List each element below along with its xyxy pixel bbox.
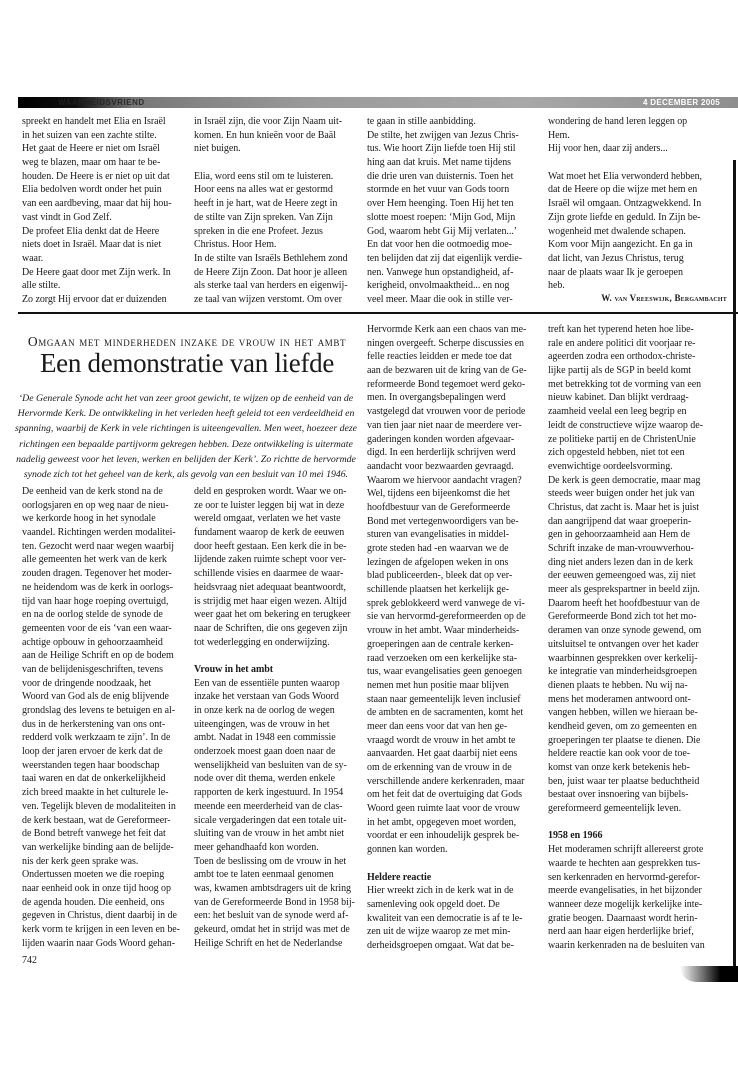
text-line: Woord van God als de enig blijvende bbox=[22, 691, 169, 703]
text-line: niet buigen. bbox=[194, 143, 241, 155]
text-line: God, waarom hebt Gij Mij verlaten...’ bbox=[367, 225, 518, 237]
text-line: zouden dragen. Tegenover het moder- bbox=[22, 568, 172, 580]
text-line: heeft in je hart, wat de Heere zegt in bbox=[194, 198, 338, 210]
intro-line: richtingen een bepaalde partijvorm gekregen hebben. Deze ontwikkeling is uitermate bbox=[19, 438, 353, 450]
text-line: Christus. Hoor Hem. bbox=[194, 239, 277, 251]
text-line: onderzoek moest gaan doen naar de bbox=[194, 746, 336, 758]
text-line: aanvaarden. Het gaat daarbij niet eens bbox=[367, 748, 518, 760]
text-line: Daarom heeft het hoofdbestuur van de bbox=[548, 597, 700, 609]
text-line: ben, juist waar ter plaatse beduchtheid bbox=[548, 775, 700, 787]
text-line: ven. Tegelijk bleven de modaliteiten in bbox=[22, 800, 176, 812]
text-line: dus in de herkerstening van ons ont- bbox=[22, 718, 166, 730]
text-line: weg te blazen, maar om haar te be- bbox=[22, 157, 161, 169]
text-line: ambt. Nadat in 1948 een commissie bbox=[194, 732, 336, 744]
text-line: alle gemeenten het werk van de kerk bbox=[22, 554, 167, 566]
text-line: wondering de hand leren leggen op bbox=[548, 116, 688, 127]
text-line: steeds weer buigen onder het juk van bbox=[548, 488, 695, 500]
text-line: grondslag des levens te betuigen en al- bbox=[22, 705, 176, 716]
text-line: nerd aan haar eigen herderlijke brief, bbox=[548, 926, 694, 938]
text-line: gaderingen konden worden afgevaar- bbox=[367, 433, 515, 445]
text-line: is strijdig met haar eigen wezen. Altijd bbox=[194, 595, 347, 607]
body-column-1 bbox=[22, 485, 194, 950]
text-line: dan aangrijpend dat waar groeperin- bbox=[548, 515, 692, 527]
publication-name: WAARHEIDSVRIEND bbox=[58, 98, 145, 107]
text-line: ze taal van wijzen verstomt. Om over bbox=[194, 293, 342, 305]
text-line: met betrekking tot de vorming van een bbox=[548, 378, 702, 390]
text-line: vrouw in het ambt. Waar minderheids- bbox=[367, 625, 520, 637]
text-line: kendheid geven, om zo gemeenten en bbox=[548, 720, 697, 732]
text-line: tus, waar evangelisaties geen genoegen bbox=[367, 666, 522, 678]
intro-line: nadelig geweest voor het leven, werken en belijden der Kerk’. Zo richtte de hervormde bbox=[16, 453, 356, 465]
text-line: zich opgesteld hebben, niet tot een bbox=[548, 447, 685, 459]
text-line: kwaliteit van een democratie is af te le- bbox=[367, 912, 523, 924]
text-line: hoofdbestuur van de Gereformeerde bbox=[367, 501, 511, 513]
text-line: komen. En hun knieën voor de Baäl bbox=[194, 129, 336, 141]
text-line: sen kerkenraden en hervormd-gerefor- bbox=[548, 871, 701, 883]
text-line: aandacht voor bezwaarden gevraagd. bbox=[367, 460, 514, 472]
top-column-1 bbox=[22, 115, 194, 307]
text-line: mens het moderamen antwoord ont- bbox=[548, 693, 691, 705]
text-line: Hoor eens na alles wat er gestormd bbox=[194, 184, 333, 196]
text-line: Bond met vertegenwoordigers van be- bbox=[367, 515, 519, 527]
text-line: dat licht, van Jezus Christus, terug bbox=[548, 252, 684, 264]
text-line: De Heere gaat door met Zijn werk. In bbox=[22, 266, 171, 278]
text-line: we kerkorde hoog in het synodale bbox=[22, 513, 156, 525]
text-line: De profeet Elia denkt dat de Heere bbox=[22, 225, 160, 237]
page-number: 742 bbox=[22, 955, 37, 966]
body-column-4 bbox=[548, 323, 720, 953]
text-line: tus. Wie hoort Zijn liefde toen Hij stil bbox=[367, 143, 516, 155]
text-line: heidsvraag niet adequaat beantwoordt, bbox=[194, 581, 346, 593]
paragraph-gap bbox=[548, 156, 720, 170]
text-line: nen. Vanwege hun opstandigheid, af- bbox=[367, 266, 514, 278]
text-line: tot wederlegging en onderwijzing. bbox=[194, 636, 330, 648]
text-line: Hervormde Kerk aan een chaos van me- bbox=[367, 324, 527, 335]
scan-edge-blob bbox=[680, 966, 738, 982]
text-line: zen uit de wijze waarop ze met min- bbox=[367, 926, 511, 938]
text-line: schillende visies en daarmee de waar- bbox=[194, 568, 344, 580]
scan-edge-shadow bbox=[733, 160, 736, 980]
text-line: van tien jaar niet naar de meerdere ver- bbox=[367, 419, 522, 431]
text-line: slotte moest roepen: ‘Mijn God, Mijn bbox=[367, 211, 516, 223]
article-intro bbox=[8, 391, 364, 482]
intro-line: ‘De Generale Synode acht het van zeer groot gewicht, te wijzen op de eenheid van de bbox=[18, 393, 354, 404]
body-column-3 bbox=[367, 323, 539, 953]
text-line: groeperingen aan de centrale kerken- bbox=[367, 638, 514, 650]
text-line: uitsluitsel te ontvangen over het kader bbox=[548, 638, 699, 650]
paragraph-gap bbox=[548, 816, 720, 830]
text-line: voordat er een inhoudelijk gesprek be- bbox=[367, 830, 520, 842]
text-line: reformeerde Bond tegemoet werd geko- bbox=[367, 378, 526, 390]
text-line: nemen met hun positie maar blijven bbox=[367, 679, 509, 691]
text-line: de Bond betreft vanwege het feit dat bbox=[22, 828, 166, 840]
author-signature: W. van Vreeswijk, Bergambacht bbox=[601, 293, 727, 303]
subheading: Heldere reactie bbox=[367, 871, 432, 883]
text-line: dat de Heere op die wijze met hem en bbox=[548, 184, 698, 196]
text-line: gonnen kan worden. bbox=[367, 844, 448, 856]
text-line: staan naar gemeentelijk leven inclusief bbox=[367, 693, 521, 705]
text-line: de stilte van Zijn spreken. Van Zijn bbox=[194, 211, 333, 223]
text-line: bestaat over insnoering van bijbels- bbox=[548, 789, 689, 801]
text-line: schillende plaatsen het kerkelijk ge- bbox=[367, 584, 509, 596]
intro-line: Hervormde Kerk. De ontwikkeling in het verleden heeft geleid tot een verdeeldheid en bbox=[17, 408, 355, 420]
top-column-4 bbox=[548, 115, 720, 293]
text-line: gegeven in Christus, dient daarbij in de bbox=[22, 910, 177, 922]
text-line: Waarom we hiervoor aandacht vragen? bbox=[367, 474, 522, 486]
text-line: leidt de constructieve wijze waarop de- bbox=[548, 419, 703, 431]
text-line: sprek geblokkeerd werd vanwege de vi- bbox=[367, 597, 525, 609]
text-line: meer dan eens voor dat van hen ge- bbox=[367, 720, 508, 732]
text-line: raad verzoeken om een kerkelijke sta- bbox=[367, 652, 518, 664]
text-line: vangen hebben, willen we hieraan be- bbox=[548, 707, 698, 719]
text-line: Hem. bbox=[548, 129, 570, 141]
subheading: Vrouw in het ambt bbox=[194, 663, 274, 675]
text-line: De eenheid van de kerk stond na de bbox=[22, 486, 163, 497]
text-line: der eeuwen gemeengoed was, zij niet bbox=[548, 570, 696, 582]
text-line: die drie uren van duisternis. Toen het bbox=[367, 170, 514, 182]
text-line: ten belijden dat zij dat eigenlijk verdie- bbox=[367, 252, 523, 264]
text-line: Schrift inzake de man-vrouwverhou- bbox=[548, 543, 694, 554]
text-line: om de erkenning van de vrouw in de bbox=[367, 762, 512, 773]
text-line: inzake het verstaan van Gods Woord bbox=[194, 691, 339, 703]
text-line: blad publiceerden-, bleek dat op ver- bbox=[367, 570, 513, 582]
text-line: naar eenheid ook in onze tijd hoog op bbox=[22, 882, 171, 894]
text-line: meende een meerderheid van de clas- bbox=[194, 800, 343, 812]
text-line: men. In overgangsbepalingen werd bbox=[367, 392, 506, 404]
text-line: kerk vorm te krijgen in een leven en be- bbox=[22, 924, 180, 935]
text-line: kerigheid, onvolmaaktheid... en nog bbox=[367, 280, 510, 292]
text-line: sie van hervormd-gereformeerden op de bbox=[367, 611, 526, 623]
text-line: Een van de essentiële punten waarop bbox=[194, 677, 340, 689]
top-column-3 bbox=[367, 115, 539, 307]
text-line: derheidsgroepen omgaat. Wat dat be- bbox=[367, 939, 514, 951]
text-line: In de stilte van Israëls Bethlehem zond bbox=[194, 252, 348, 264]
text-line: de kerk bestaan, wat de Gereformeer- bbox=[22, 814, 171, 826]
text-line: van de belijdenisgeschriften, tevens bbox=[22, 663, 163, 675]
text-line: de ambten en de sacramenten, komt het bbox=[367, 707, 524, 719]
text-line: lijdende zaken ruimte schept voor ver- bbox=[194, 554, 347, 566]
text-line: in het suizen van een zachte stilte. bbox=[22, 129, 157, 141]
text-line: meerde evangelisaties, in het bijzonder bbox=[548, 885, 702, 897]
text-line: sturen van evangelisaties in middel- bbox=[367, 529, 510, 541]
text-line: achtige opbouw in gehoorzaamheid bbox=[22, 636, 163, 648]
text-line: aan de Heilige Schrift en op de bodem bbox=[22, 650, 174, 662]
intro-line: synode zich tot het geheel van de kerk, als gevolg van een besluit van 10 mei 1946. bbox=[23, 469, 349, 481]
text-line: in onze kerk na de oorlog de wegen bbox=[194, 705, 335, 716]
text-line: de Heere Zijn Zoon. Dat hoor je alleen bbox=[194, 266, 348, 278]
paragraph-gap bbox=[194, 156, 366, 170]
text-line: over Hem heenging. Toen Hij het ten bbox=[367, 198, 514, 210]
text-line: aan de bezwaren uit de kring van de Ge- bbox=[367, 365, 527, 377]
text-line: lijden waarin naar Gods Woord gehan- bbox=[22, 937, 175, 949]
text-line: Het gaat de Heere er niet om Israël bbox=[22, 143, 160, 155]
text-line: samenleving ook opgeld doet. De bbox=[367, 898, 500, 910]
text-line: Gereformeerde Bond zich tot het mo- bbox=[548, 611, 697, 623]
text-line: deld en gesproken wordt. Waar we on- bbox=[194, 486, 347, 497]
text-line: alle stilte. bbox=[22, 280, 61, 292]
paragraph-gap bbox=[194, 649, 366, 663]
text-line: uiteengingen, was de vrouw in het bbox=[194, 718, 330, 730]
running-header-bar bbox=[18, 97, 738, 108]
text-line: houden. De Heere is er niet op uit dat bbox=[22, 170, 170, 182]
article-title: Een demonstratie van liefde bbox=[39, 348, 335, 378]
text-line: dienen plaats te hebben. Nu wij na- bbox=[548, 679, 688, 691]
text-line: ne heidendom was de kerk in oorlogs- bbox=[22, 581, 173, 593]
text-line: loop der jaren ervoer de kerk dat de bbox=[22, 746, 163, 758]
text-line: grote steden had -en waarvan we de bbox=[367, 543, 509, 554]
text-line: Zo zorgt Hij ervoor dat er duizenden bbox=[22, 293, 167, 305]
text-line: Elia, word eens stil om te luisteren. bbox=[194, 170, 334, 182]
text-line: veel meer. Maar die ook in stille ver- bbox=[367, 293, 513, 305]
text-line: nieuw kabinet. Dan blijkt verdraag- bbox=[548, 392, 689, 404]
text-line: als sterke taal van herders en eigenwij- bbox=[194, 280, 348, 292]
text-line: weer gaat het om bekering en terugkeer bbox=[194, 609, 351, 621]
text-line: stormde en het vuur van Gods toorn bbox=[367, 184, 510, 196]
body-column-2 bbox=[194, 485, 366, 950]
text-line: voor de dringende noodzaak, het bbox=[22, 677, 152, 689]
text-line: van een aardbeving, maar dat hij hou- bbox=[22, 198, 172, 210]
text-line: niets doet in Israël. Maar dat is niet bbox=[22, 239, 162, 251]
text-line: rale en andere politici dit voorjaar re- bbox=[548, 337, 696, 349]
text-line: wanneer deze mogelijk kerkelijke inte- bbox=[548, 898, 703, 910]
text-line: weerstanden tegen haar boodschap bbox=[22, 759, 160, 771]
top-column-2 bbox=[194, 115, 366, 307]
text-line: nis der kerk geen sprake was. bbox=[22, 855, 139, 867]
text-line: lijke partij als de SGP in beeld komt bbox=[548, 365, 692, 377]
text-line: lezingen de afgelopen weken in ons bbox=[367, 556, 509, 568]
text-line: Hij voor hen, daar zij anders... bbox=[548, 143, 668, 155]
text-line: wenselijkheid van besluiten van de sy- bbox=[194, 759, 347, 771]
text-line: hing aan dat kruis. Met name tijdens bbox=[367, 157, 512, 169]
text-line: een: het besluit van de synode werd af- bbox=[194, 910, 349, 922]
text-line: Israël wil omgaan. Ontzagwekkend. In bbox=[548, 198, 702, 210]
text-line: vaandel. Richtingen werden modalitei- bbox=[22, 527, 176, 539]
text-line: redderd volk werkzaam te zijn’. In de bbox=[22, 732, 171, 744]
text-line: waarbinnen gesprekken over kerkelij- bbox=[548, 652, 698, 664]
text-line: En dat voor hen die ootmoedig moe- bbox=[367, 239, 512, 251]
text-line: heldere reactie kan ook voor de toe- bbox=[548, 748, 691, 760]
text-line: gekeurd, omdat het in strijd was met de bbox=[194, 924, 350, 935]
text-line: Woord geen ruimte laat voor de vrouw bbox=[367, 803, 520, 815]
text-line: gereformeerd gemeentelijk leven. bbox=[548, 803, 682, 815]
text-line: gemeenten voor de eis ‘van een waar- bbox=[22, 622, 172, 634]
text-line: felle reacties leidden er mede toe dat bbox=[367, 351, 512, 363]
text-line: Christus, dat zacht is. Maar het is juist bbox=[548, 501, 699, 513]
text-line: ten. Gezocht werd naar wegen waarbij bbox=[22, 540, 175, 552]
text-line: rapporten de kerk ingestuurd. In 1954 bbox=[194, 787, 344, 799]
text-line: sicale vergaderingen dat een totale uit- bbox=[194, 814, 347, 826]
text-line: digd. In een herderlijk schrijven werd bbox=[367, 447, 516, 459]
article-kicker: Omgaan met minderheden inzake de vrouw in het ambt bbox=[27, 334, 347, 349]
text-line: zich breed maakte in het culturele le- bbox=[22, 787, 169, 799]
text-line: oorlogsjaren en op weg naar de nieu- bbox=[22, 499, 169, 511]
text-line: ze oor te luister leggen bij wat in deze bbox=[194, 499, 345, 511]
text-line: verschillende andere kerkenraden, maar bbox=[367, 775, 525, 787]
text-line: naar de plaats waar Ik je geroepen bbox=[548, 266, 683, 278]
text-line: node over dit thema, werden enkele bbox=[194, 773, 336, 785]
text-line: Zijn grote liefde en geduld. In Zijn be- bbox=[548, 211, 701, 223]
text-line: Elia bedolven wordt onder het puin bbox=[22, 184, 162, 196]
text-line: waarde te hechten aan gesprekken tus- bbox=[548, 857, 701, 869]
text-line: ke integratie van minderheidsgroepen bbox=[548, 666, 697, 678]
text-line: vast vindt in God Zelf. bbox=[22, 211, 112, 223]
text-line: spreekt en handelt met Elia en Israël bbox=[22, 116, 166, 127]
text-line: van werkelijke binding aan de belijde- bbox=[22, 841, 174, 853]
text-line: was, kwamen ambtsdragers uit de kring bbox=[194, 882, 351, 894]
text-line: tijd van haar hoge roeping overtuigd, bbox=[22, 595, 169, 607]
text-line: ambt toe te laten eenmaal genomen bbox=[194, 869, 334, 881]
text-line: waar. bbox=[22, 252, 44, 264]
text-line: ageerden zodra een orthodox-christe- bbox=[548, 351, 696, 363]
text-line: treft kan het typerend heten hoe libe- bbox=[548, 324, 694, 335]
text-line: Toen de beslissing om de vrouw in het bbox=[194, 855, 347, 867]
text-line: Ondertussen moeten we die roeping bbox=[22, 869, 165, 881]
text-line: Kom voor Mijn aangezicht. En ga in bbox=[548, 239, 693, 251]
text-line: heb. bbox=[548, 280, 565, 292]
section-divider bbox=[18, 312, 738, 314]
text-line: taai waren en dat de onkerkelijkheid bbox=[22, 773, 166, 785]
text-line: in Israël zijn, die voor Zijn Naam uit- bbox=[194, 116, 343, 127]
text-line: Hier wreekt zich in de kerk wat in de bbox=[367, 885, 514, 897]
issue-date: 4 DECEMBER 2005 bbox=[643, 98, 720, 107]
text-line: in het ambt, opgegeven moet worden, bbox=[367, 816, 517, 828]
text-line: gratie beogen. Daarnaast wordt herin- bbox=[548, 912, 698, 924]
text-line: ze politieke partij en de ChristenUnie bbox=[548, 433, 696, 445]
text-line: meer als gesprekspartner in beeld zijn. bbox=[548, 584, 700, 596]
intro-line: spanning, waarbij de Kerk in vele richtingen is uiteengevallen. Men weet, hoezeer deze bbox=[15, 423, 357, 435]
text-line: De stilte, het zwijgen van Jezus Chris- bbox=[367, 129, 519, 141]
text-line: komst van onze kerk betekenis heb- bbox=[548, 762, 690, 773]
subheading: 1958 en 1966 bbox=[548, 830, 603, 842]
text-line: ningen overgeeft. Scherpe discussies en bbox=[367, 337, 524, 349]
text-line: fundament waarop de kerk de eeuwen bbox=[194, 527, 345, 539]
text-line: van de Gereformeerde Bond in 1958 bij- bbox=[194, 896, 355, 908]
text-line: door heeft gestaan. Een kerk die in be- bbox=[194, 540, 347, 552]
text-line: en na de oorlog stelde de synode de bbox=[22, 609, 163, 621]
text-line: wereld omgaat, verlaten we het vaste bbox=[194, 513, 341, 525]
text-line: vraagd wordt de vrouw in het ambt te bbox=[367, 734, 516, 746]
text-line: waarin kerkenraden na de besluiten van bbox=[548, 939, 705, 951]
text-line: Wel, tijdens een bijeenkomst die het bbox=[367, 488, 510, 500]
text-line: vastgelegd dat vrouwen voor de periode bbox=[367, 406, 526, 418]
text-line: Het moderamen schrijft allereerst grote bbox=[548, 844, 704, 856]
text-line: meer gehandhaafd kon worden. bbox=[194, 841, 319, 853]
text-line: de agenda houden. Die eenheid, ons bbox=[22, 896, 165, 908]
text-line: Wat moet het Elia verwonderd hebben, bbox=[548, 170, 703, 182]
text-line: wogenheid met dwalende schapen. bbox=[548, 225, 686, 237]
paragraph-gap bbox=[367, 857, 539, 871]
text-line: gen in gehoorzaamheid aan Hem de bbox=[548, 529, 690, 541]
text-line: deramen van onze synode gewend, om bbox=[548, 625, 702, 637]
text-line: zaamheid veelal een leeg begrip en bbox=[548, 406, 687, 418]
text-line: te gaan in stille aanbidding. bbox=[367, 116, 476, 127]
text-line: evenwichtige oordeelsvorming. bbox=[548, 460, 673, 472]
text-line: ding niet anders lezen dan in de kerk bbox=[548, 556, 694, 568]
text-line: om het feit dat de overtuiging dat Gods bbox=[367, 789, 522, 801]
text-line: De kerk is geen democratie, maar mag bbox=[548, 474, 701, 486]
text-line: sluiting van de vrouw in het ambt niet bbox=[194, 828, 345, 840]
text-line: Heilige Schrift en het de Nederlandse bbox=[194, 937, 343, 949]
text-line: naar de Schriften, die ons gegeven zijn bbox=[194, 622, 348, 634]
text-line: groeperingen ter plaatse te dienen. Die bbox=[548, 734, 701, 746]
text-line: spreken in die ene Profeet. Jezus bbox=[194, 225, 323, 237]
